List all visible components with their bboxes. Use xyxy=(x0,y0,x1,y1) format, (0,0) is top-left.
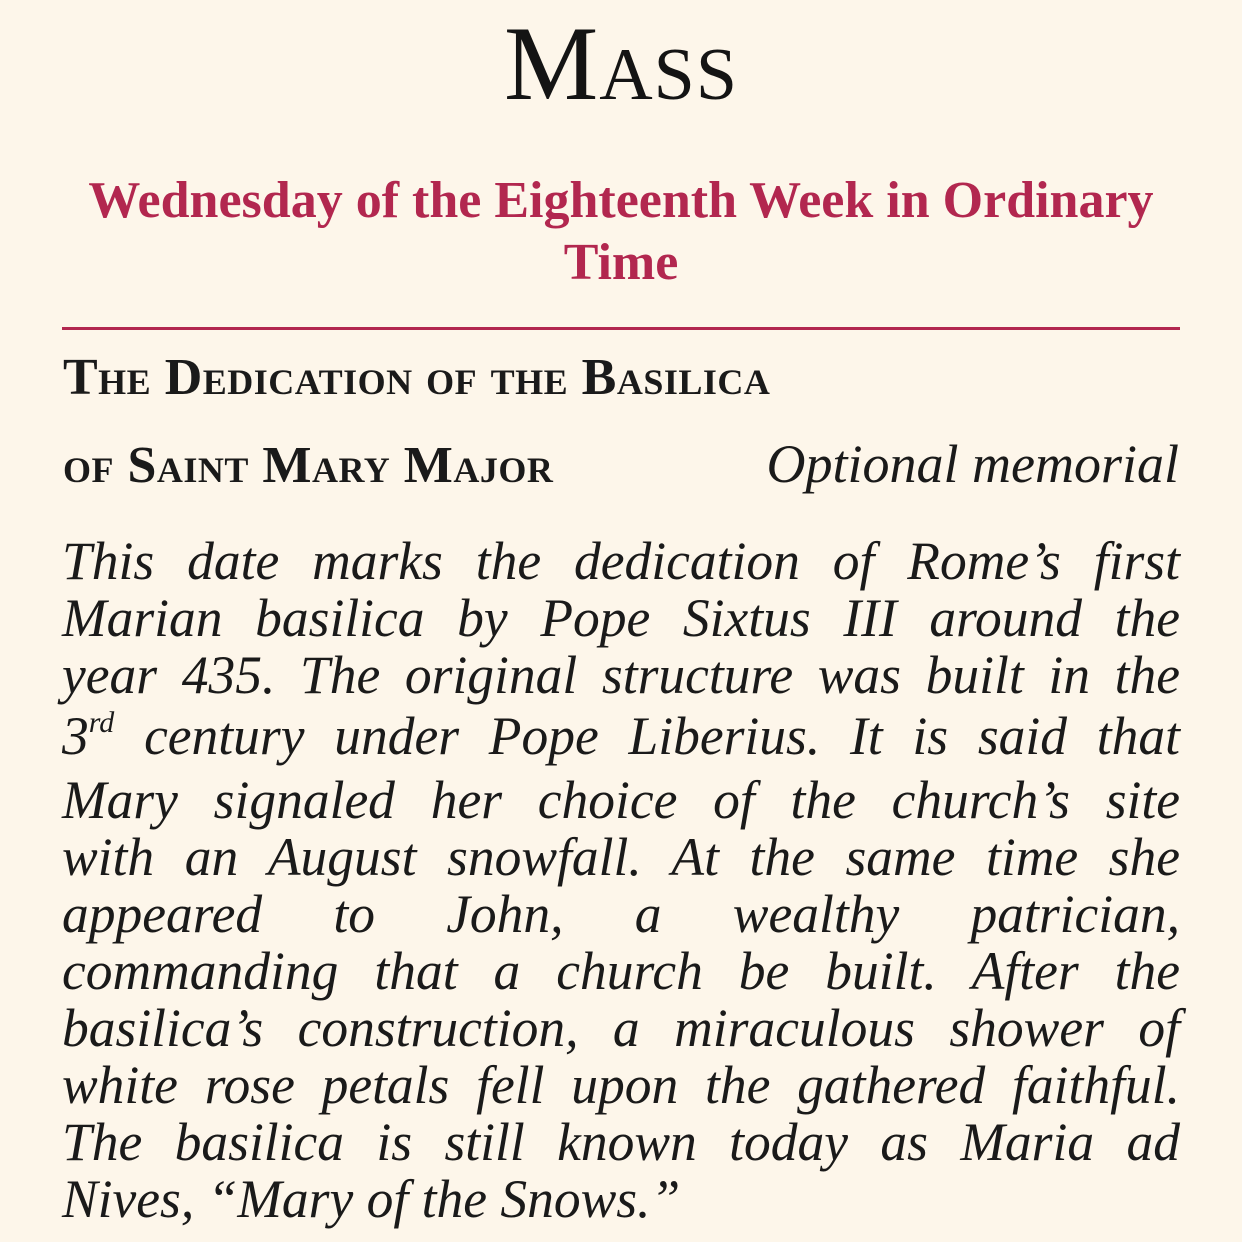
section-divider xyxy=(62,327,1180,330)
feast-rank: Optional memorial xyxy=(766,434,1179,494)
feast-name-line1: The Dedication of the Basilica xyxy=(63,349,771,406)
description-line: appeared to John, a wealthy patrician, xyxy=(62,884,1180,944)
feast-name-line2: of Saint Mary Major xyxy=(63,437,554,494)
day-title: Wednesday of the Eighteenth Week in Ordinary Time xyxy=(88,172,1154,291)
description-line: Mary signaled her choice of the church’s site xyxy=(62,770,1180,830)
description-line: commanding that a church be built. After the xyxy=(62,941,1180,1001)
description-line: The basilica is still known today as Maria ad xyxy=(62,1112,1180,1172)
feast-description xyxy=(62,533,1180,1228)
description-line: century under Pope Liberius. It is said that xyxy=(144,706,1180,766)
description-line: year 435. The original structure was built in the xyxy=(62,645,1180,705)
description-line: basilica’s construction, a miraculous shower of xyxy=(62,998,1180,1058)
description-line: Nives, “Mary of the Snows.” xyxy=(62,1169,681,1229)
description-line: Marian basilica by Pope Sixtus III around the xyxy=(62,588,1180,648)
description-line: with an August snowfall. At the same time she xyxy=(62,827,1180,887)
ordinal-suffix: rd xyxy=(88,706,115,739)
page-title: Mass xyxy=(503,5,738,122)
description-line: white rose petals fell upon the gathered faithful. xyxy=(62,1055,1180,1115)
description-line: This date marks the dedication of Rome’s first xyxy=(62,531,1180,591)
description-line-ordinal xyxy=(62,704,1180,772)
feast-name-row xyxy=(63,436,1179,496)
ordinal-number: 3 xyxy=(62,706,89,766)
